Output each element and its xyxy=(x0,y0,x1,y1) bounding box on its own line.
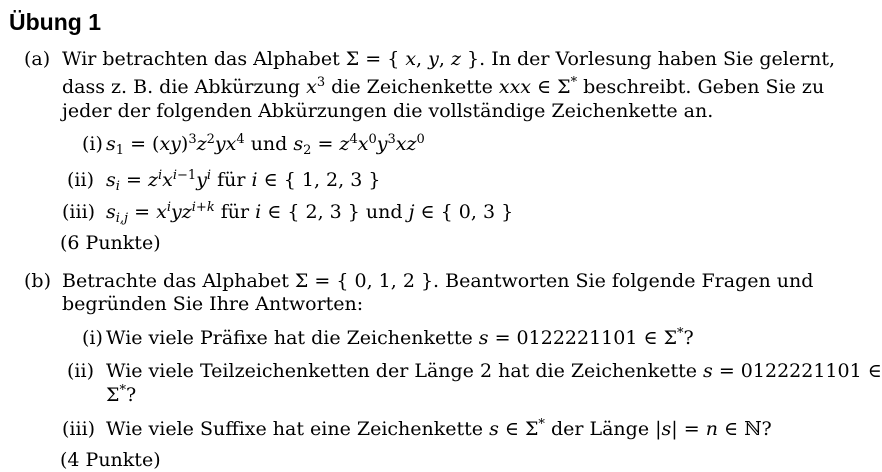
part-a-line-2: dass z. B. die Abkürzung $x^3$ die Zeichenkette xxx ∈ Σ* beschreibt. Geben Sie zu xyxy=(62,75,825,98)
part-b-item-i-text: Wie viele Präfixe hat die Zeichenkette s = 0122221101 ∈ Σ*? xyxy=(106,326,694,349)
part-a-item-ii-text: $s_i = z^ix^{i-1}y^i$ für i ∈ { 1, 2, 3 } xyxy=(106,168,381,194)
part-a-points: (6 Punkte) xyxy=(60,232,161,254)
part-a-item-i-text: $s_1 = (xy)^3z^2yx^4$ und $s_2 = z^4x^0y^3xz^0$ xyxy=(106,132,425,158)
exercise-title: Übung 1 xyxy=(9,9,101,35)
part-b-item-ii-label: (ii) xyxy=(67,360,94,382)
part-b-item-ii-text: Wie viele Teilzeichenketten der Länge 2 hat die Zeichenkette s = 0122221101 ∈ xyxy=(106,360,882,382)
part-b-item-ii-text-cont: Σ*? xyxy=(106,383,137,406)
part-a-item-i-label: (i) xyxy=(82,133,103,155)
part-b-item-iii-label: (iii) xyxy=(62,418,96,440)
part-b-label: (b) xyxy=(24,270,51,292)
part-b-line-1: Betrachte das Alphabet Σ = { 0, 1, 2 }. Beantworten Sie folgende Fragen und xyxy=(62,270,814,292)
part-a-item-ii-label: (ii) xyxy=(67,169,94,191)
part-a-line-3: jeder der folgenden Abkürzungen die vollständige Zeichenkette an. xyxy=(62,100,714,122)
part-a-line-1: Wir betrachten das Alphabet Σ = { x, y, z }. In der Vorlesung haben Sie gelernt, xyxy=(62,48,836,70)
part-b-item-iii-text: Wie viele Suffixe hat eine Zeichenkette s ∈ Σ* der Länge |s| = n ∈ ℕ? xyxy=(106,417,772,440)
part-b-item-i-label: (i) xyxy=(82,327,103,349)
part-b-line-2: begründen Sie Ihre Antworten: xyxy=(62,293,364,315)
part-a-item-iii-text: $s_{i,j} = x^iyz^{i+k}$ für i ∈ { 2, 3 } und j ∈ { 0, 3 } xyxy=(106,200,514,226)
part-b-points: (4 Punkte) xyxy=(60,449,161,471)
part-a-label: (a) xyxy=(24,48,51,70)
part-a-item-iii-label: (iii) xyxy=(62,201,96,223)
